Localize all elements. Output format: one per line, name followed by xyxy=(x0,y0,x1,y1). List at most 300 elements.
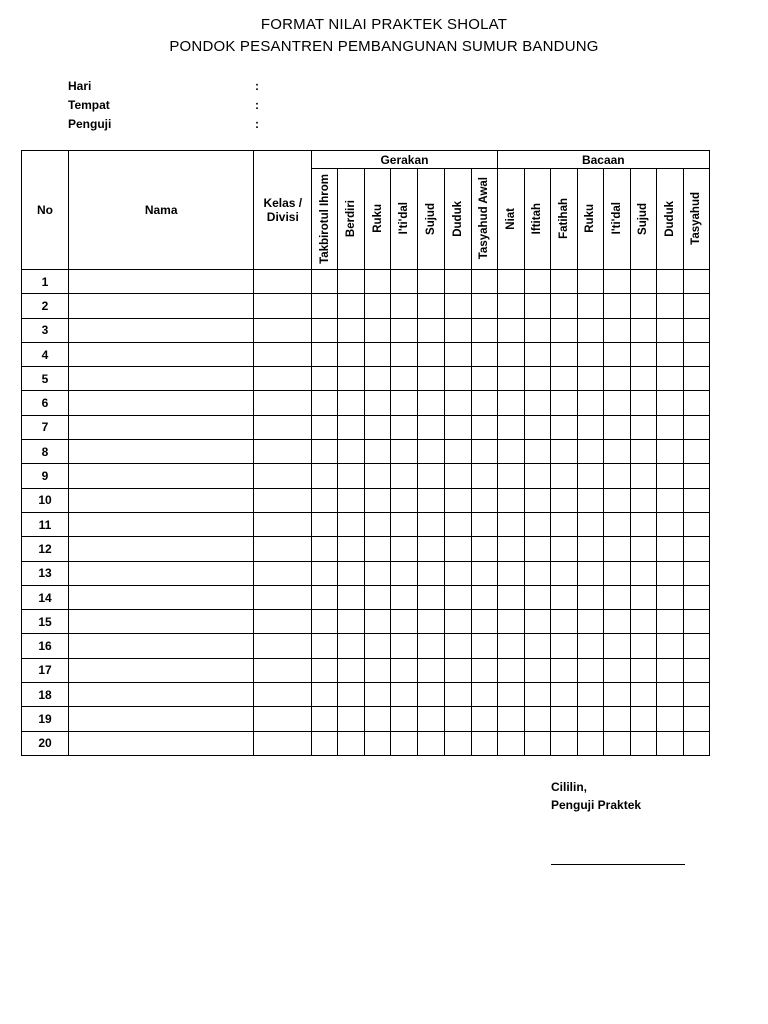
score-cell xyxy=(497,367,524,391)
score-cell xyxy=(656,464,683,488)
score-cell xyxy=(338,561,365,585)
table-row xyxy=(22,318,710,342)
class-cell xyxy=(254,391,312,415)
score-cell xyxy=(391,731,418,755)
score-cell xyxy=(471,610,497,634)
score-cell xyxy=(603,440,630,464)
score-cell xyxy=(656,270,683,294)
score-cell xyxy=(603,270,630,294)
score-cell xyxy=(444,707,471,731)
score-cell xyxy=(391,367,418,391)
score-cell xyxy=(391,488,418,512)
score-cell xyxy=(524,270,550,294)
info-label-penguji: Penguji xyxy=(68,117,112,131)
signature-place: Cililin, xyxy=(551,780,587,794)
score-cell xyxy=(550,512,577,536)
header-bacaan-item-label: Niat xyxy=(504,207,517,230)
score-cell xyxy=(391,318,418,342)
table-row xyxy=(22,634,710,658)
score-cell xyxy=(683,440,709,464)
score-cell xyxy=(683,391,709,415)
table-row xyxy=(22,488,710,512)
score-cell xyxy=(391,440,418,464)
score-cell xyxy=(497,683,524,707)
score-cell xyxy=(630,270,656,294)
score-cell xyxy=(550,270,577,294)
score-cell xyxy=(471,731,497,755)
score-cell xyxy=(577,707,603,731)
score-cell xyxy=(391,658,418,682)
score-cell xyxy=(550,294,577,318)
score-cell xyxy=(338,658,365,682)
score-cell xyxy=(683,610,709,634)
score-cell xyxy=(338,634,365,658)
score-cell xyxy=(418,488,444,512)
score-cell xyxy=(497,658,524,682)
score-cell xyxy=(577,488,603,512)
score-cell xyxy=(312,367,338,391)
score-cell xyxy=(471,634,497,658)
score-cell xyxy=(683,707,709,731)
score-cell xyxy=(630,367,656,391)
score-cell xyxy=(418,683,444,707)
score-cell xyxy=(550,440,577,464)
score-cell xyxy=(603,537,630,561)
score-cell xyxy=(656,294,683,318)
score-cell xyxy=(444,585,471,609)
score-cell xyxy=(338,270,365,294)
score-cell xyxy=(391,561,418,585)
score-cell xyxy=(524,731,550,755)
info-colon-penguji: : xyxy=(255,117,259,131)
score-cell xyxy=(338,318,365,342)
score-cell xyxy=(471,440,497,464)
score-cell xyxy=(418,464,444,488)
score-cell xyxy=(497,488,524,512)
score-cell xyxy=(656,585,683,609)
score-cell xyxy=(471,683,497,707)
score-cell xyxy=(497,440,524,464)
score-cell xyxy=(365,488,391,512)
score-cell xyxy=(630,440,656,464)
header-gerakan-item xyxy=(338,169,365,270)
score-cell xyxy=(524,464,550,488)
score-cell xyxy=(365,391,391,415)
score-cell xyxy=(338,415,365,439)
score-cell xyxy=(683,683,709,707)
score-cell xyxy=(471,294,497,318)
score-cell xyxy=(630,537,656,561)
score-cell xyxy=(630,561,656,585)
header-gerakan-item xyxy=(444,169,471,270)
score-cell xyxy=(550,707,577,731)
score-cell xyxy=(338,367,365,391)
score-cell xyxy=(418,658,444,682)
score-cell xyxy=(418,512,444,536)
score-cell xyxy=(630,683,656,707)
score-cell xyxy=(656,440,683,464)
score-cell xyxy=(524,585,550,609)
table-row xyxy=(22,658,710,682)
score-cell xyxy=(550,610,577,634)
score-cell xyxy=(338,488,365,512)
score-table xyxy=(21,150,710,756)
score-cell xyxy=(524,318,550,342)
score-cell xyxy=(577,683,603,707)
score-cell xyxy=(338,683,365,707)
signature-role: Penguji Praktek xyxy=(551,798,642,812)
score-cell xyxy=(630,318,656,342)
score-cell xyxy=(577,658,603,682)
info-colon-tempat: : xyxy=(255,98,259,112)
table-row xyxy=(22,707,710,731)
score-cell xyxy=(365,634,391,658)
document-subtitle: PONDOK PESANTREN PEMBANGUNAN SUMUR BANDUNG xyxy=(169,38,599,55)
score-cell xyxy=(656,367,683,391)
name-cell xyxy=(69,537,254,561)
score-cell xyxy=(656,561,683,585)
header-bacaan-item-label: Iftitah xyxy=(531,202,544,235)
score-cell xyxy=(524,683,550,707)
score-cell xyxy=(550,342,577,366)
name-cell xyxy=(69,342,254,366)
score-cell xyxy=(391,683,418,707)
header-no: No xyxy=(22,151,69,270)
score-cell xyxy=(312,683,338,707)
row-number: 13 xyxy=(22,561,69,585)
row-number: 7 xyxy=(22,415,69,439)
score-cell xyxy=(497,585,524,609)
score-cell xyxy=(630,707,656,731)
header-kelas-label: Kelas / Divisi xyxy=(263,196,303,224)
score-cell xyxy=(603,391,630,415)
score-cell xyxy=(338,440,365,464)
header-gerakan-item xyxy=(418,169,444,270)
row-number: 9 xyxy=(22,464,69,488)
score-cell xyxy=(550,634,577,658)
score-cell xyxy=(683,731,709,755)
score-cell xyxy=(656,342,683,366)
score-cell xyxy=(577,731,603,755)
score-cell xyxy=(312,731,338,755)
score-cell xyxy=(365,561,391,585)
score-cell xyxy=(444,415,471,439)
score-cell xyxy=(630,294,656,318)
score-cell xyxy=(471,585,497,609)
score-cell xyxy=(603,488,630,512)
header-bacaan-item xyxy=(630,169,656,270)
score-cell xyxy=(365,610,391,634)
score-cell xyxy=(683,270,709,294)
score-cell xyxy=(444,367,471,391)
row-number: 12 xyxy=(22,537,69,561)
score-cell xyxy=(497,512,524,536)
score-cell xyxy=(471,270,497,294)
score-cell xyxy=(338,707,365,731)
score-cell xyxy=(312,610,338,634)
class-cell xyxy=(254,367,312,391)
score-cell xyxy=(312,707,338,731)
table-row xyxy=(22,270,710,294)
score-cell xyxy=(550,658,577,682)
header-bacaan-item xyxy=(497,169,524,270)
score-cell xyxy=(577,415,603,439)
score-cell xyxy=(444,537,471,561)
score-cell xyxy=(497,270,524,294)
score-cell xyxy=(603,658,630,682)
score-cell xyxy=(444,658,471,682)
score-cell xyxy=(365,512,391,536)
score-cell xyxy=(471,464,497,488)
class-cell xyxy=(254,318,312,342)
name-cell xyxy=(69,464,254,488)
score-cell xyxy=(577,512,603,536)
table-row xyxy=(22,440,710,464)
name-cell xyxy=(69,391,254,415)
score-cell xyxy=(418,610,444,634)
table-row xyxy=(22,585,710,609)
row-number: 3 xyxy=(22,318,69,342)
name-cell xyxy=(69,585,254,609)
score-cell xyxy=(497,731,524,755)
class-cell xyxy=(254,585,312,609)
table-row xyxy=(22,537,710,561)
name-cell xyxy=(69,731,254,755)
score-cell xyxy=(577,585,603,609)
header-gerakan-item-label: Duduk xyxy=(451,200,464,237)
class-cell xyxy=(254,537,312,561)
score-cell xyxy=(391,415,418,439)
header-bacaan-item xyxy=(656,169,683,270)
class-cell xyxy=(254,707,312,731)
score-cell xyxy=(418,634,444,658)
score-cell xyxy=(365,367,391,391)
name-cell xyxy=(69,634,254,658)
score-cell xyxy=(630,585,656,609)
score-cell xyxy=(550,464,577,488)
table-row xyxy=(22,512,710,536)
score-cell xyxy=(444,464,471,488)
row-number: 8 xyxy=(22,440,69,464)
score-cell xyxy=(391,512,418,536)
score-cell xyxy=(603,731,630,755)
score-cell xyxy=(524,658,550,682)
class-cell xyxy=(254,512,312,536)
name-cell xyxy=(69,707,254,731)
score-cell xyxy=(444,318,471,342)
score-cell xyxy=(312,391,338,415)
score-cell xyxy=(444,488,471,512)
score-cell xyxy=(656,318,683,342)
score-cell xyxy=(656,707,683,731)
score-cell xyxy=(683,318,709,342)
row-number: 10 xyxy=(22,488,69,512)
header-bacaan-item xyxy=(524,169,550,270)
score-cell xyxy=(312,415,338,439)
score-cell xyxy=(312,658,338,682)
header-gerakan-item-label: Tasyahud Awal xyxy=(478,177,491,260)
score-cell xyxy=(577,391,603,415)
score-cell xyxy=(683,367,709,391)
score-cell xyxy=(524,561,550,585)
header-gerakan-item-label: Sujud xyxy=(424,202,437,235)
score-cell xyxy=(603,634,630,658)
score-cell xyxy=(312,294,338,318)
score-cell xyxy=(418,585,444,609)
score-cell xyxy=(312,318,338,342)
info-label-hari: Hari xyxy=(68,79,92,93)
score-cell xyxy=(577,367,603,391)
score-cell xyxy=(550,683,577,707)
score-cell xyxy=(577,270,603,294)
row-number: 5 xyxy=(22,367,69,391)
score-cell xyxy=(391,537,418,561)
signature-line xyxy=(551,864,685,865)
score-cell xyxy=(365,294,391,318)
score-cell xyxy=(497,610,524,634)
score-cell xyxy=(471,318,497,342)
score-cell xyxy=(365,707,391,731)
score-cell xyxy=(471,367,497,391)
header-bacaan-item xyxy=(550,169,577,270)
score-cell xyxy=(497,537,524,561)
score-cell xyxy=(577,318,603,342)
score-cell xyxy=(550,537,577,561)
score-cell xyxy=(338,585,365,609)
table-row xyxy=(22,415,710,439)
score-cell xyxy=(683,294,709,318)
header-gerakan-item-label: Ruku xyxy=(371,204,384,233)
name-cell xyxy=(69,294,254,318)
score-cell xyxy=(524,440,550,464)
score-cell xyxy=(630,464,656,488)
class-cell xyxy=(254,415,312,439)
score-cell xyxy=(418,342,444,366)
score-cell xyxy=(444,294,471,318)
info-colon-hari: : xyxy=(255,79,259,93)
table-row xyxy=(22,367,710,391)
score-cell xyxy=(418,318,444,342)
score-cell xyxy=(391,464,418,488)
score-cell xyxy=(391,270,418,294)
name-cell xyxy=(69,415,254,439)
score-cell xyxy=(603,512,630,536)
score-cell xyxy=(577,440,603,464)
score-cell xyxy=(603,294,630,318)
score-cell xyxy=(312,585,338,609)
header-gerakan-item-label: Berdiri xyxy=(345,199,358,238)
row-number: 16 xyxy=(22,634,69,658)
score-cell xyxy=(471,561,497,585)
score-cell xyxy=(471,415,497,439)
score-cell xyxy=(630,658,656,682)
score-cell xyxy=(603,683,630,707)
header-gerakan-item-label: I'ti'dal xyxy=(398,202,411,235)
score-cell xyxy=(577,537,603,561)
score-cell xyxy=(312,512,338,536)
class-cell xyxy=(254,342,312,366)
score-cell xyxy=(312,342,338,366)
header-gerakan-group: Gerakan xyxy=(312,151,497,169)
row-number: 17 xyxy=(22,658,69,682)
score-cell xyxy=(497,561,524,585)
score-cell xyxy=(497,294,524,318)
score-cell xyxy=(312,634,338,658)
score-cell xyxy=(391,585,418,609)
score-cell xyxy=(550,585,577,609)
score-cell xyxy=(338,537,365,561)
score-cell xyxy=(656,488,683,512)
name-cell xyxy=(69,440,254,464)
table-row xyxy=(22,683,710,707)
score-cell xyxy=(656,634,683,658)
score-cell xyxy=(312,561,338,585)
score-cell xyxy=(683,464,709,488)
header-bacaan-item-label: Ruku xyxy=(584,204,597,233)
score-cell xyxy=(391,634,418,658)
score-cell xyxy=(550,318,577,342)
score-cell xyxy=(444,270,471,294)
score-cell xyxy=(683,488,709,512)
score-cell xyxy=(444,391,471,415)
score-cell xyxy=(497,318,524,342)
class-cell xyxy=(254,464,312,488)
score-cell xyxy=(656,731,683,755)
score-cell xyxy=(365,464,391,488)
score-cell xyxy=(603,707,630,731)
info-label-tempat: Tempat xyxy=(68,98,110,112)
score-cell xyxy=(497,415,524,439)
score-cell xyxy=(656,415,683,439)
header-gerakan-item xyxy=(391,169,418,270)
score-cell xyxy=(312,270,338,294)
score-cell xyxy=(444,634,471,658)
name-cell xyxy=(69,367,254,391)
score-cell xyxy=(683,585,709,609)
row-number: 6 xyxy=(22,391,69,415)
score-cell xyxy=(603,585,630,609)
score-cell xyxy=(497,464,524,488)
score-cell xyxy=(550,731,577,755)
score-cell xyxy=(391,610,418,634)
score-cell xyxy=(418,270,444,294)
table-row xyxy=(22,610,710,634)
row-number: 1 xyxy=(22,270,69,294)
score-cell xyxy=(312,464,338,488)
class-cell xyxy=(254,683,312,707)
class-cell xyxy=(254,561,312,585)
score-cell xyxy=(418,537,444,561)
header-bacaan-item xyxy=(683,169,709,270)
score-cell xyxy=(338,294,365,318)
score-cell xyxy=(365,585,391,609)
class-cell xyxy=(254,634,312,658)
score-cell xyxy=(524,391,550,415)
score-cell xyxy=(444,512,471,536)
score-cell xyxy=(656,683,683,707)
score-cell xyxy=(365,683,391,707)
score-cell xyxy=(524,634,550,658)
table-row xyxy=(22,464,710,488)
score-cell xyxy=(656,610,683,634)
score-cell xyxy=(603,367,630,391)
score-cell xyxy=(338,610,365,634)
score-cell xyxy=(338,464,365,488)
score-cell xyxy=(365,537,391,561)
score-cell xyxy=(444,610,471,634)
score-cell xyxy=(603,464,630,488)
score-cell xyxy=(577,561,603,585)
